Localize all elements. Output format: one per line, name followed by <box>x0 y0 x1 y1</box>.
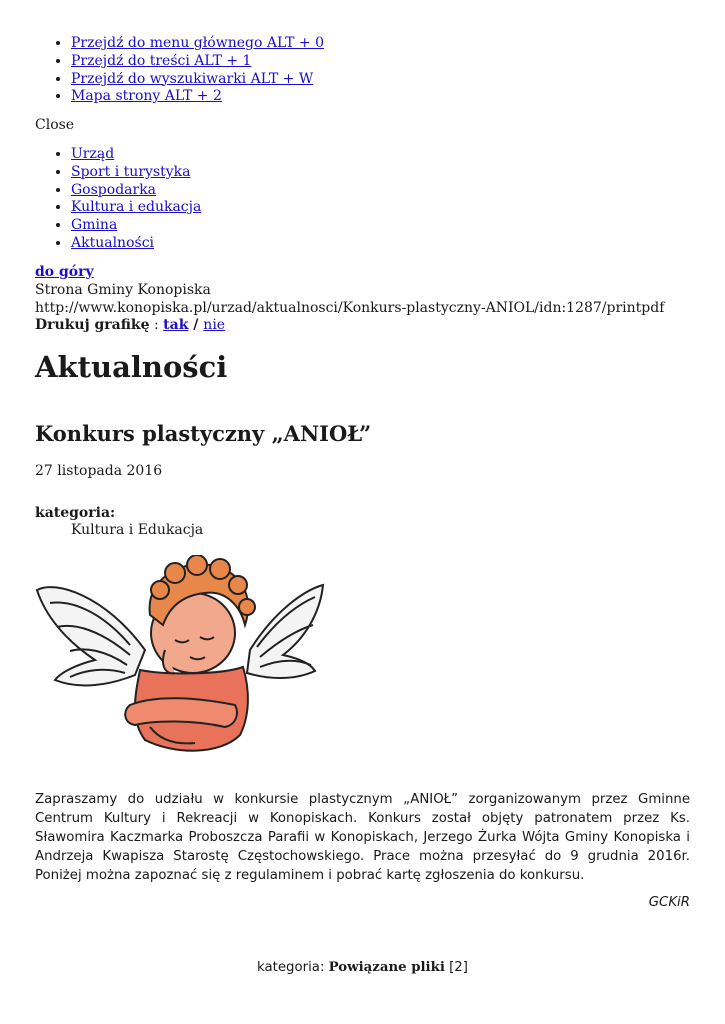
site-map-link[interactable]: Mapa strony ALT + 2 <box>71 88 222 105</box>
skip-links-list <box>35 35 324 106</box>
article-date: 27 listopada 2016 <box>35 463 163 479</box>
nav-item-kultura[interactable]: Kultura i edukacja <box>71 199 202 216</box>
list-item <box>71 164 201 182</box>
nav-item-aktualnosci[interactable]: Aktualności <box>71 234 155 251</box>
related-files-footer <box>35 960 690 975</box>
left-wing <box>37 587 145 685</box>
print-graphics-label: Drukuj grafikę <box>35 317 150 334</box>
related-files-label: Powiązane pliki <box>328 960 445 975</box>
list-item <box>71 146 201 164</box>
nav-item-gmina[interactable]: Gmina <box>71 217 118 234</box>
close-label[interactable]: Close <box>35 117 75 133</box>
skip-to-search-link[interactable]: Przejdź do wyszukiwarki ALT + W <box>71 70 314 87</box>
skip-to-menu-link[interactable]: Przejdź do menu głównego ALT + 0 <box>71 35 324 51</box>
section-title: Aktualności <box>35 350 228 384</box>
article-title: Konkurs plastyczny „ANIOŁ” <box>35 421 372 446</box>
list-item <box>71 71 324 89</box>
main-nav-list <box>35 146 201 253</box>
related-files-count: [2] <box>444 960 468 975</box>
angel-body <box>125 667 248 751</box>
category-label: kategoria: <box>35 505 116 521</box>
footer-prefix: kategoria: <box>257 960 329 975</box>
article-signature: GCKiR <box>648 895 690 910</box>
list-item <box>71 199 201 217</box>
print-separator: : <box>149 317 164 334</box>
angel-head <box>150 555 255 673</box>
print-info <box>35 264 664 335</box>
right-wing <box>247 585 323 678</box>
list-item <box>71 53 324 71</box>
nav-item-urzad[interactable]: Urząd <box>71 146 115 162</box>
list-item <box>71 217 201 235</box>
category-value: Kultura i Edukacja <box>71 522 204 538</box>
site-name: Strona Gminy Konopiska <box>35 281 211 298</box>
list-item <box>71 235 201 253</box>
list-item <box>71 35 324 53</box>
nav-item-sport[interactable]: Sport i turystyka <box>71 163 191 180</box>
skip-to-content-link[interactable]: Przejdź do treści ALT + 1 <box>71 52 252 69</box>
print-graphics-no-link[interactable]: nie <box>203 317 226 334</box>
nav-item-gospodarka[interactable]: Gospodarka <box>71 181 157 198</box>
print-graphics-row <box>35 317 664 335</box>
page-url: http://www.konopiska.pl/urzad/aktualnosci/Konkurs-plastyczny-ANIOL/idn:1287/printpdf <box>35 299 665 316</box>
print-slash: / <box>188 317 204 334</box>
list-item <box>71 88 324 106</box>
back-to-top-link[interactable]: do góry <box>35 264 94 280</box>
angel-illustration <box>35 555 325 760</box>
article-body: Zapraszamy do udziału w konkursie plastycznym „ANIOŁ” zorganizowanym przez Gminne Centrum Kultury i Rekreacji w Konopiskach. Konkurs został objęty patronatem przez Ks. Sławomira Kaczmarka Proboszcza Parafii w Konopiskach, Jerzego Żurka Wójta Gminy Konopiska i Andrzeja Kwapisza Starostę Częstochowskiego. Prace można przesyłać do 9 grudnia 2016r. Poniżej można zapoznać się z regulaminem i pobrać kartę zgłoszenia do konkursu. <box>35 792 690 883</box>
print-graphics-yes-link[interactable]: tak <box>163 317 189 334</box>
list-item <box>71 182 201 200</box>
